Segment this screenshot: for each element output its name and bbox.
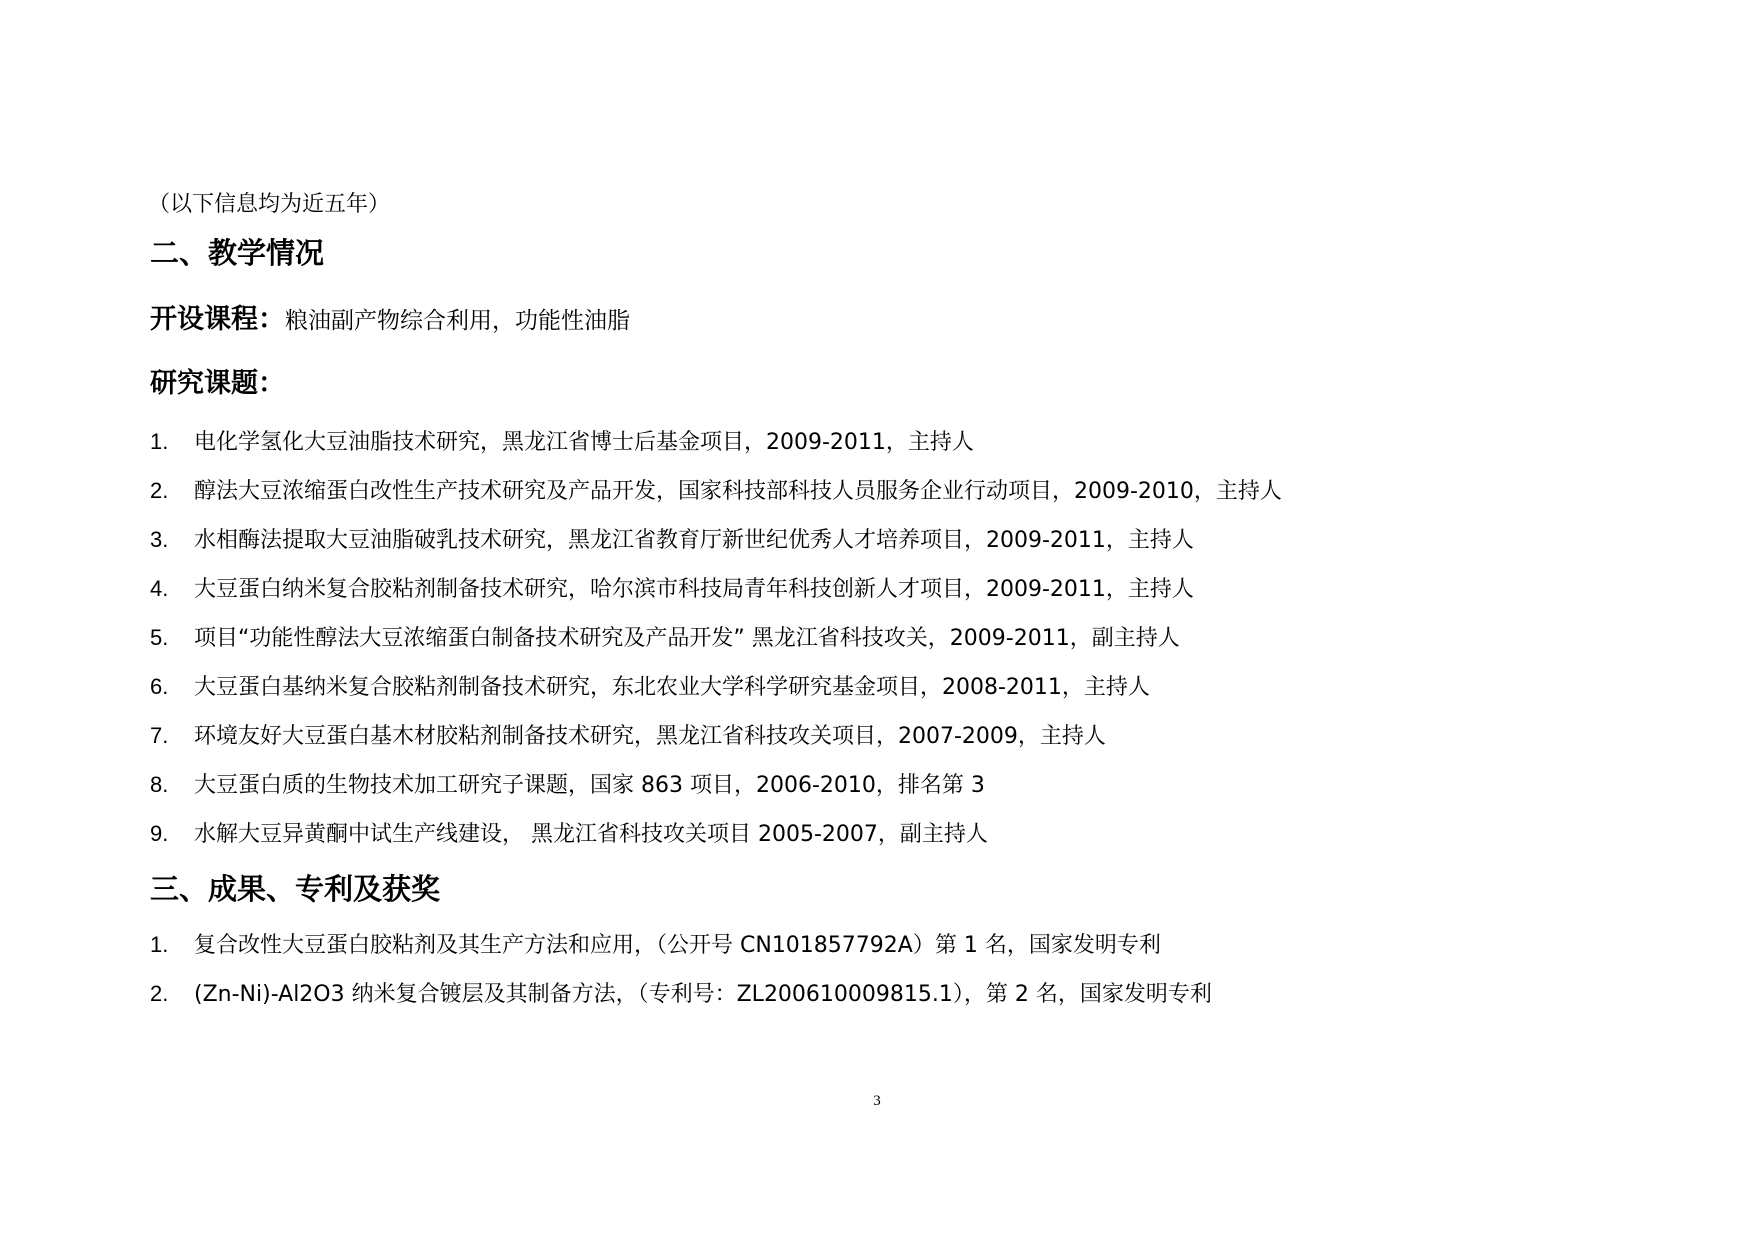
- item-text: 大豆蛋白基纳米复合胶粘剂制备技术研究，东北农业大学科学研究基金项目，2008-2011，主持人: [194, 675, 1150, 700]
- item-number: 9.: [150, 821, 169, 846]
- item-number: 7.: [150, 723, 169, 748]
- item-text: 大豆蛋白质的生物技术加工研究子课题，国家 863 项目，2006-2010，排名第 3: [194, 773, 985, 798]
- page-number: 3: [873, 1093, 881, 1109]
- courses-label: 开设课程：: [150, 304, 285, 335]
- item-text: 醇法大豆浓缩蛋白改性生产技术研究及产品开发，国家科技部科技人员服务企业行动项目，2009-2010，主持人: [194, 479, 1282, 504]
- period-note: （以下信息均为近五年）: [148, 192, 391, 217]
- item-number: 6.: [150, 674, 169, 699]
- achievement-list: [150, 929, 1212, 1027]
- list-item: [150, 929, 1212, 978]
- list-item: [150, 818, 1282, 867]
- item-number: 2.: [150, 478, 169, 503]
- item-number: 3.: [150, 527, 169, 552]
- item-text: (Zn-Ni)-Al2O3 纳米复合镀层及其制备方法，（专利号：ZL200610009815.1），第 2 名，国家发明专利: [194, 982, 1212, 1007]
- section-heading-achievements: 三、成果、专利及获奖: [150, 872, 441, 906]
- research-project-list: [150, 426, 1282, 867]
- item-text: 水解大豆异黄酮中试生产线建设， 黑龙江省科技攻关项目 2005-2007，副主持人: [194, 822, 988, 847]
- list-item: [150, 573, 1282, 622]
- item-number: 2.: [150, 981, 169, 1006]
- section-heading-teaching: 二、教学情况: [150, 236, 325, 270]
- courses-value: 粮油副产物综合利用，功能性油脂: [285, 308, 630, 334]
- item-text: 环境友好大豆蛋白基木材胶粘剂制备技术研究，黑龙江省科技攻关项目，2007-2009，主持人: [194, 724, 1106, 749]
- item-text: 大豆蛋白纳米复合胶粘剂制备技术研究，哈尔滨市科技局青年科技创新人才项目，2009-2011，主持人: [194, 577, 1194, 602]
- list-item: [150, 769, 1282, 818]
- item-number: 4.: [150, 576, 169, 601]
- list-item: [150, 720, 1282, 769]
- list-item: [150, 475, 1282, 524]
- item-text: 复合改性大豆蛋白胶粘剂及其生产方法和应用，（公开号 CN101857792A）第 1 名，国家发明专利: [194, 933, 1161, 958]
- item-text: 项目“功能性醇法大豆浓缩蛋白制备技术研究及产品开发” 黑龙江省科技攻关，2009-2011，副主持人: [194, 626, 1180, 651]
- item-text: 水相酶法提取大豆油脂破乳技术研究，黑龙江省教育厅新世纪优秀人才培养项目，2009-2011，主持人: [194, 528, 1194, 553]
- topics-label: 研究课题：: [150, 368, 285, 399]
- list-item: [150, 426, 1282, 475]
- item-text: 电化学氢化大豆油脂技术研究，黑龙江省博士后基金项目，2009-2011，主持人: [194, 430, 974, 455]
- item-number: 1.: [150, 932, 169, 957]
- item-number: 1.: [150, 429, 169, 454]
- list-item: [150, 978, 1212, 1027]
- item-number: 8.: [150, 772, 169, 797]
- list-item: [150, 671, 1282, 720]
- list-item: [150, 524, 1282, 573]
- item-number: 5.: [150, 625, 169, 650]
- courses-row: [150, 300, 630, 343]
- topics-row: [150, 364, 285, 407]
- list-item: [150, 622, 1282, 671]
